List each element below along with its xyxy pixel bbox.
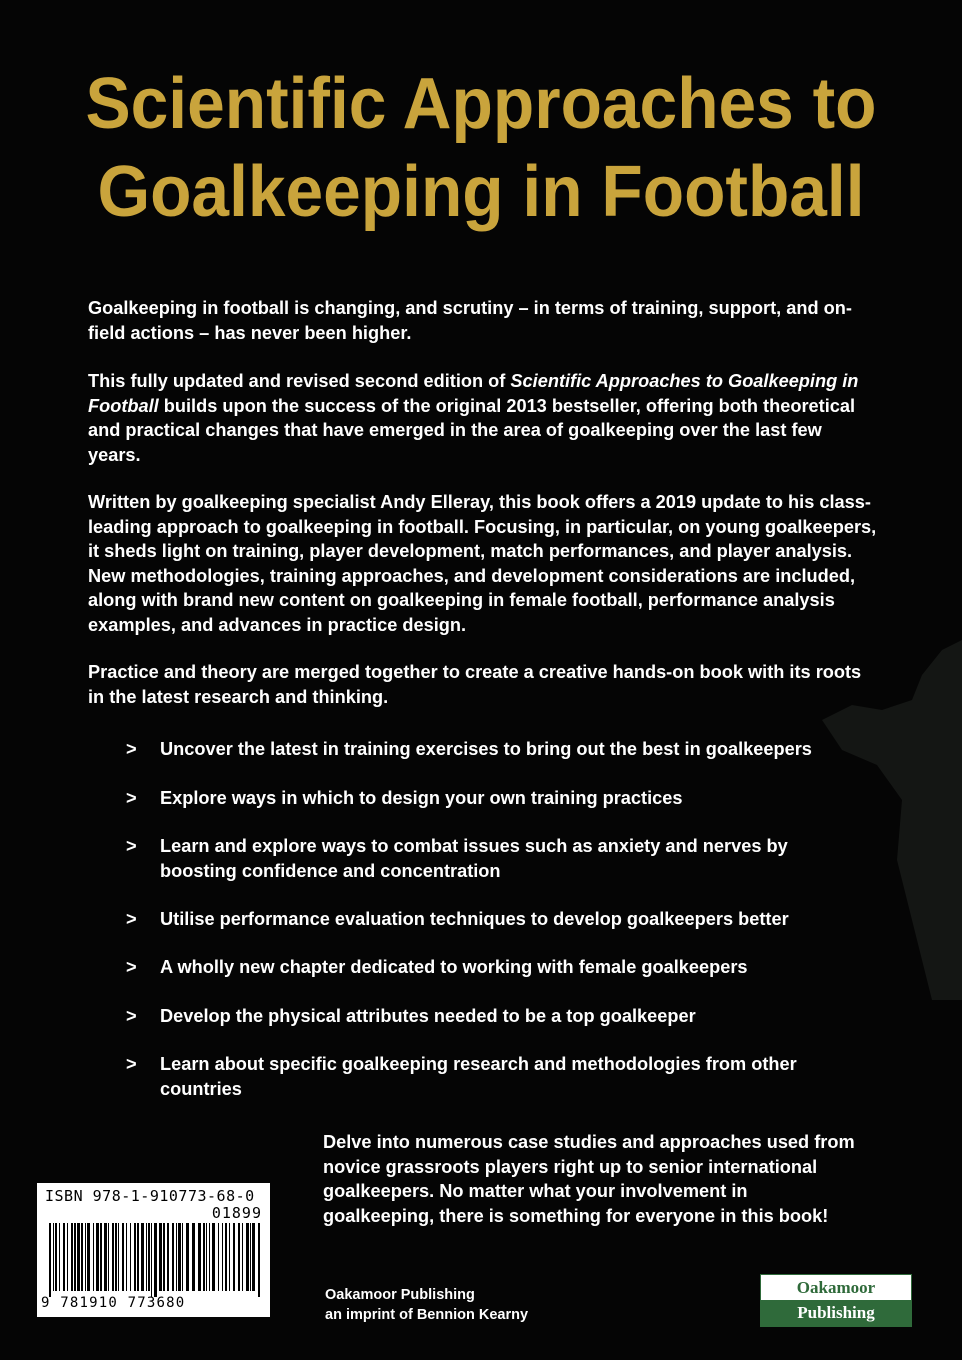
- feature-text: Utilise performance evaluation techniques to develop goalkeepers better: [160, 909, 789, 929]
- title-line-2: Goalkeeping in Football: [97, 152, 865, 232]
- bullet-marker: >: [126, 1054, 137, 1074]
- bullet-marker: >: [126, 909, 137, 929]
- feature-text: A wholly new chapter dedicated to working with female goalkeepers: [160, 957, 748, 977]
- feature-text: Develop the physical attributes needed to be a top goalkeeper: [160, 1006, 696, 1026]
- logo-bottom-text: Publishing: [761, 1300, 911, 1326]
- isbn-barcode: [37, 1183, 270, 1317]
- edition-paragraph-end: builds upon the success of the original 2013 bestseller, offering both theoretical and practical changes that have emerged in the area of goalkeeping over the last few years.: [88, 395, 856, 465]
- feature-text: Learn about specific goalkeeping research and methodologies from other countries: [160, 1054, 797, 1099]
- publisher-name: Oakamoor Publishing: [325, 1287, 475, 1303]
- bullet-marker: >: [126, 957, 137, 977]
- edition-paragraph-start: This fully updated and revised second edition of: [88, 371, 511, 391]
- closing-paragraph: Delve into numerous case studies and approaches used from novice grassroots players right up to senior international goalkeepers. No matter what your involvement in goalkeeping, there is something for everyone in this book!: [323, 1132, 855, 1226]
- publisher-imprint: an imprint of Bennion Kearny: [325, 1307, 529, 1323]
- feature-text: Learn and explore ways to combat issues such as anxiety and nerves by boosting confidence and concentration: [160, 836, 788, 881]
- bullet-marker: >: [126, 788, 137, 808]
- publisher-logo: [760, 1274, 912, 1327]
- bullet-marker: >: [126, 739, 137, 759]
- practice-paragraph: Practice and theory are merged together to create a creative hands-on book with its roots in the latest research and thinking.: [88, 662, 862, 707]
- ean-digits: 9 781910 773680: [41, 1295, 186, 1311]
- logo-top-text: Oakamoor: [761, 1275, 911, 1300]
- edition-paragraph: [88, 369, 878, 467]
- price-code: 01899: [211, 1204, 262, 1222]
- bullet-marker: >: [126, 836, 137, 856]
- bullet-marker: >: [126, 1006, 137, 1026]
- book-title: [29, 60, 933, 236]
- feature-text: Explore ways in which to design your own training practices: [160, 788, 683, 808]
- imprint: [325, 1285, 625, 1325]
- title-line-1: Scientific Approaches to: [85, 64, 877, 144]
- book-title-italic: Scientific Approaches to Goalkeeping in Football: [88, 371, 859, 416]
- isbn-number: ISBN 978-1-910773-68-0: [45, 1187, 255, 1205]
- author-paragraph: Written by goalkeeping specialist Andy Elleray, this book offers a 2019 update to his class-leading approach to goalkeeping in football. Focusing, in particular, on young goalkeepers, it sheds light on training, player development, match performances, and player analysis. New methodologies, training approaches, and development considerations are included, along with brand new content on goalkeeping in female football, performance analysis examples, and advances in practice design.: [88, 492, 877, 635]
- feature-text: Uncover the latest in training exercises to bring out the best in goalkeepers: [160, 739, 812, 759]
- intro-paragraph: Goalkeeping in football is changing, and scrutiny – in terms of training, support, and on-field actions – has never been higher.: [88, 298, 852, 343]
